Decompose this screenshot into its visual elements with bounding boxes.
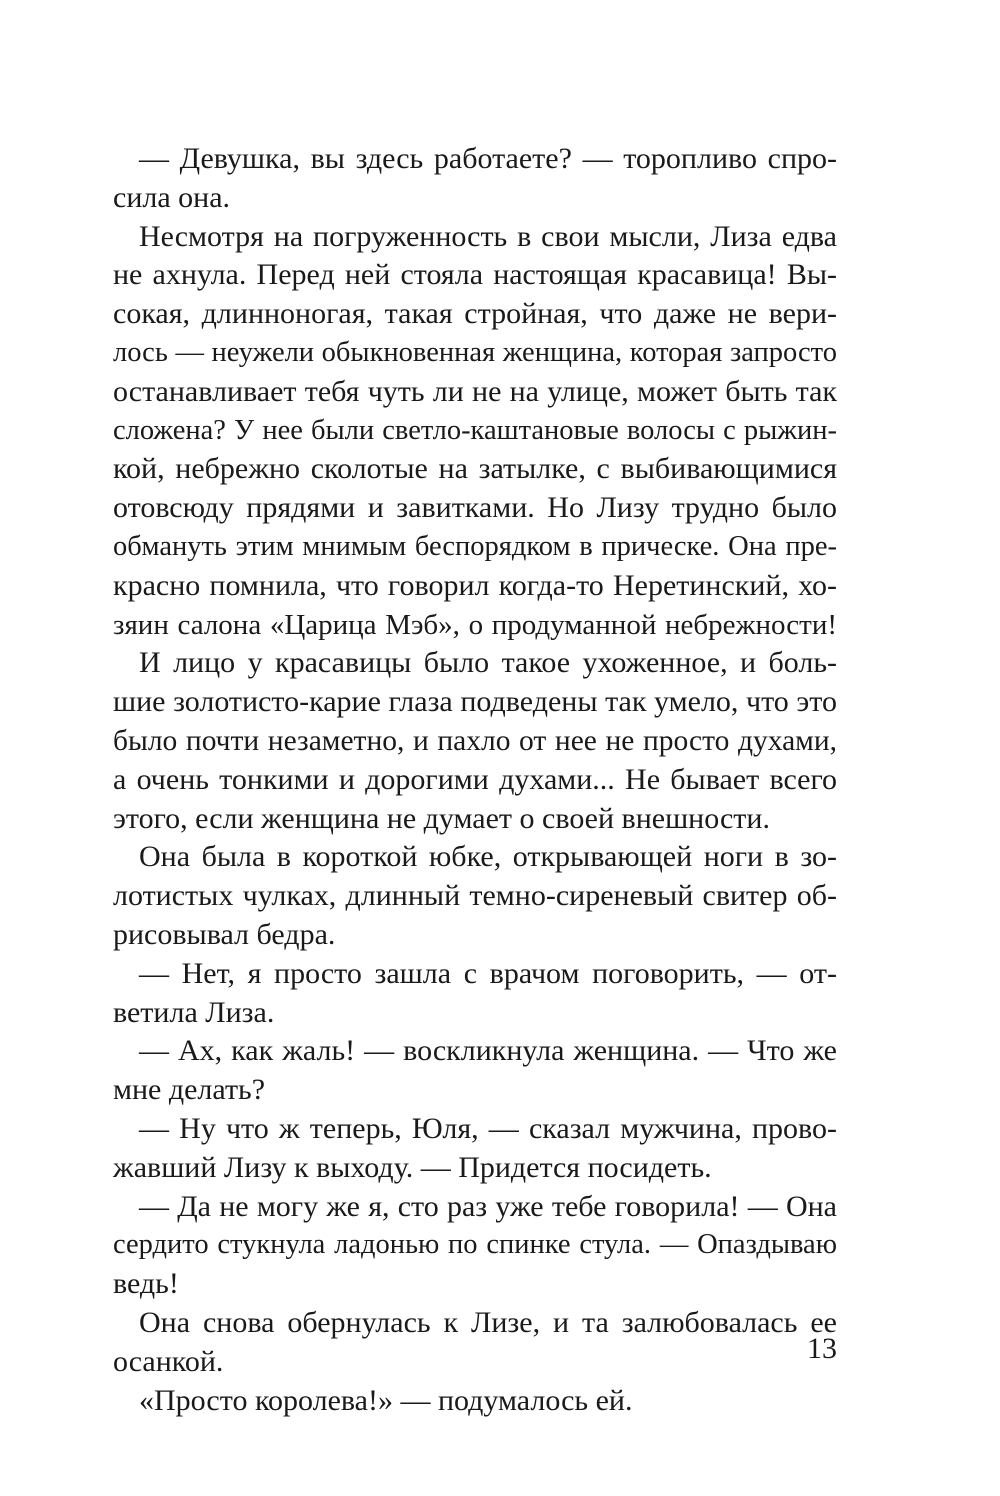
text-line: а очень тонкими и дорогими духами... Не бывает всего bbox=[113, 762, 837, 796]
text-line: — Нет, я просто зашла с врачом поговорить, — от- bbox=[139, 956, 837, 990]
text-line: Она снова обернулась к Лизе, и та залюбовалась ее bbox=[139, 1305, 837, 1339]
text-line: ветила Лиза. bbox=[113, 995, 275, 1029]
text-line: — Да не могу же я, сто раз уже тебе говорила! — Она bbox=[139, 1189, 837, 1223]
text-line: останавливает тебя чуть ли не на улице, может быть так bbox=[113, 374, 837, 408]
text-line: шие золотисто-карие глаза подведены так умело, что это bbox=[113, 685, 837, 719]
text-line: «Просто королева!» — подумалось ей. bbox=[139, 1383, 633, 1417]
text-line: рисовывал бедра. bbox=[113, 917, 336, 951]
text-line: мне делать? bbox=[113, 1073, 266, 1107]
text-line: сила она. bbox=[113, 180, 231, 214]
text-line: отовсюду прядями и завитками. Но Лизу трудно было bbox=[113, 491, 837, 525]
text-line: лотистых чулках, длинный темно-сиреневый свитер об- bbox=[113, 879, 837, 913]
text-line: И лицо у красавицы было такое ухоженное, и боль- bbox=[139, 646, 837, 680]
text-line: лось — неужели обыкновенная женщина, которая запросто bbox=[113, 336, 837, 368]
text-line: обмануть этим мнимым беспорядком в прическе. Она пре- bbox=[113, 530, 837, 562]
text-line: сердито стукнула ладонью по спинке стула. — Опаздываю bbox=[113, 1229, 837, 1261]
text-line: кой, небрежно сколотые на затылке, с выбивающимися bbox=[113, 452, 837, 486]
text-line: Несмотря на погруженность в свои мысли, Лиза едва bbox=[139, 219, 837, 253]
text-line: осанкой. bbox=[113, 1344, 224, 1378]
text-line: — Ах, как жаль! — воскликнула женщина. — Что же bbox=[139, 1034, 837, 1068]
text-line: сложена? У нее были светло-каштановые волосы с рыжин- bbox=[113, 414, 837, 446]
text-line: красно помнила, что говорил когда-то Неретинский, хо- bbox=[113, 568, 837, 602]
body-text bbox=[113, 140, 837, 1420]
text-line: было почти незаметно, и пахло от нее не просто духами, bbox=[113, 724, 837, 757]
text-line: жавший Лизу к выходу. — Придется посидеть. bbox=[113, 1150, 712, 1184]
text-line: зяин салона «Царица Мэб», о продуманной небрежности! bbox=[113, 608, 837, 641]
text-line: этого, если женщина не думает о своей внешности. bbox=[113, 801, 770, 835]
text-line: не ахнула. Перед ней стояла настоящая красавица! Вы- bbox=[113, 258, 837, 292]
text-line: Она была в короткой юбке, открывающей ноги в зо- bbox=[139, 840, 837, 874]
text-line: ведь! bbox=[113, 1267, 179, 1301]
page-number: 13 bbox=[807, 1332, 837, 1365]
text-line: — Ну что ж теперь, Юля, — сказал мужчина, прово- bbox=[139, 1111, 837, 1145]
text-line: — Девушка, вы здесь работаете? — торопливо спро- bbox=[139, 142, 837, 175]
text-line: сокая, длинноногая, такая стройная, что даже не вери- bbox=[113, 297, 837, 331]
